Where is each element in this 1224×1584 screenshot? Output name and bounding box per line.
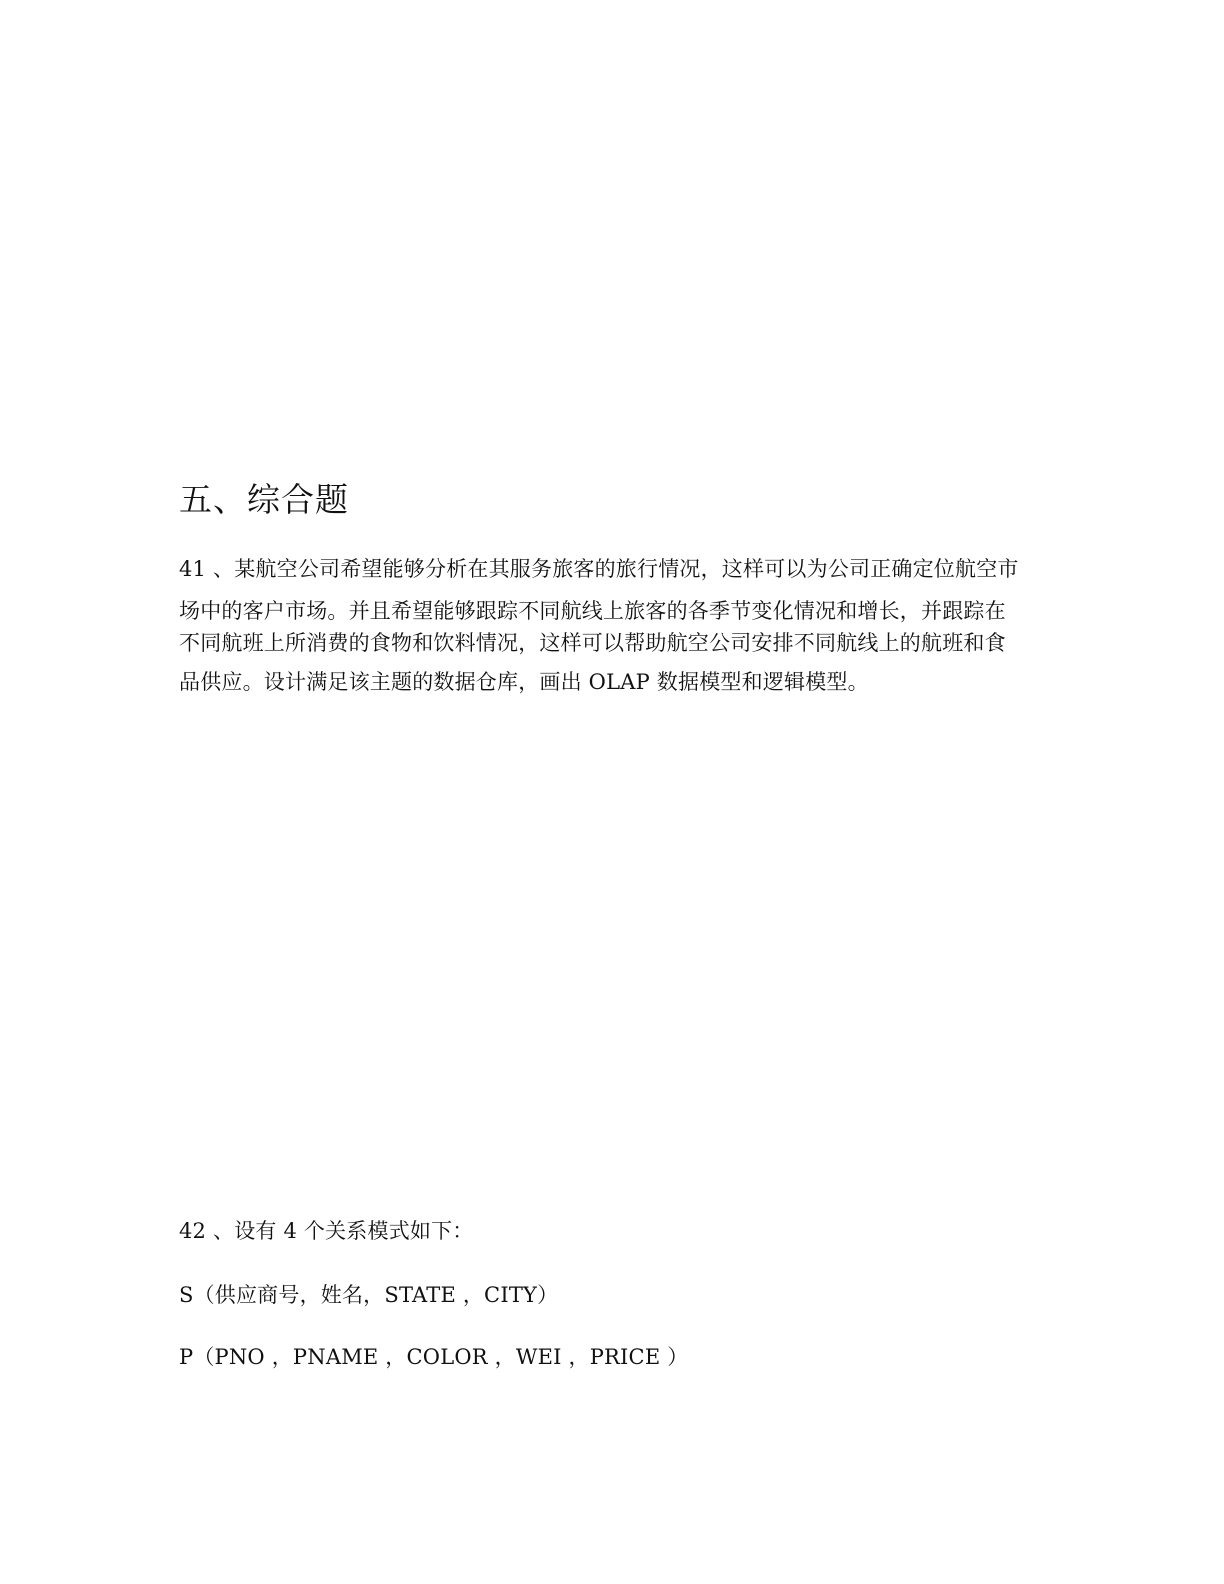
question-41-line-2: 场中的客户市场。并且希望能够跟踪不同航线上旅客的各季节变化情况和增长，并跟踪在 [179,599,1006,623]
relation-p: P（PNO ，PNAME ，COLOR ，WEI ，PRICE ） [179,1345,689,1369]
relation-s: S（供应商号，姓名，STATE ，CITY） [179,1283,559,1307]
section-title: 五、综合题 [179,480,349,519]
question-41-line-1: 41 、某航空公司希望能够分析在其服务旅客的旅行情况，这样可以为公司正确定位航空市 [179,557,1019,581]
question-41-line-4: 品供应。设计满足该主题的数据仓库，画出 OLAP 数据模型和逻辑模型。 [179,670,869,694]
question-42-intro: 42 、设有 4 个关系模式如下： [179,1219,474,1243]
question-41-line-3: 不同航班上所消费的食物和饮料情况，这样可以帮助航空公司安排不同航线上的航班和食 [179,631,1006,655]
